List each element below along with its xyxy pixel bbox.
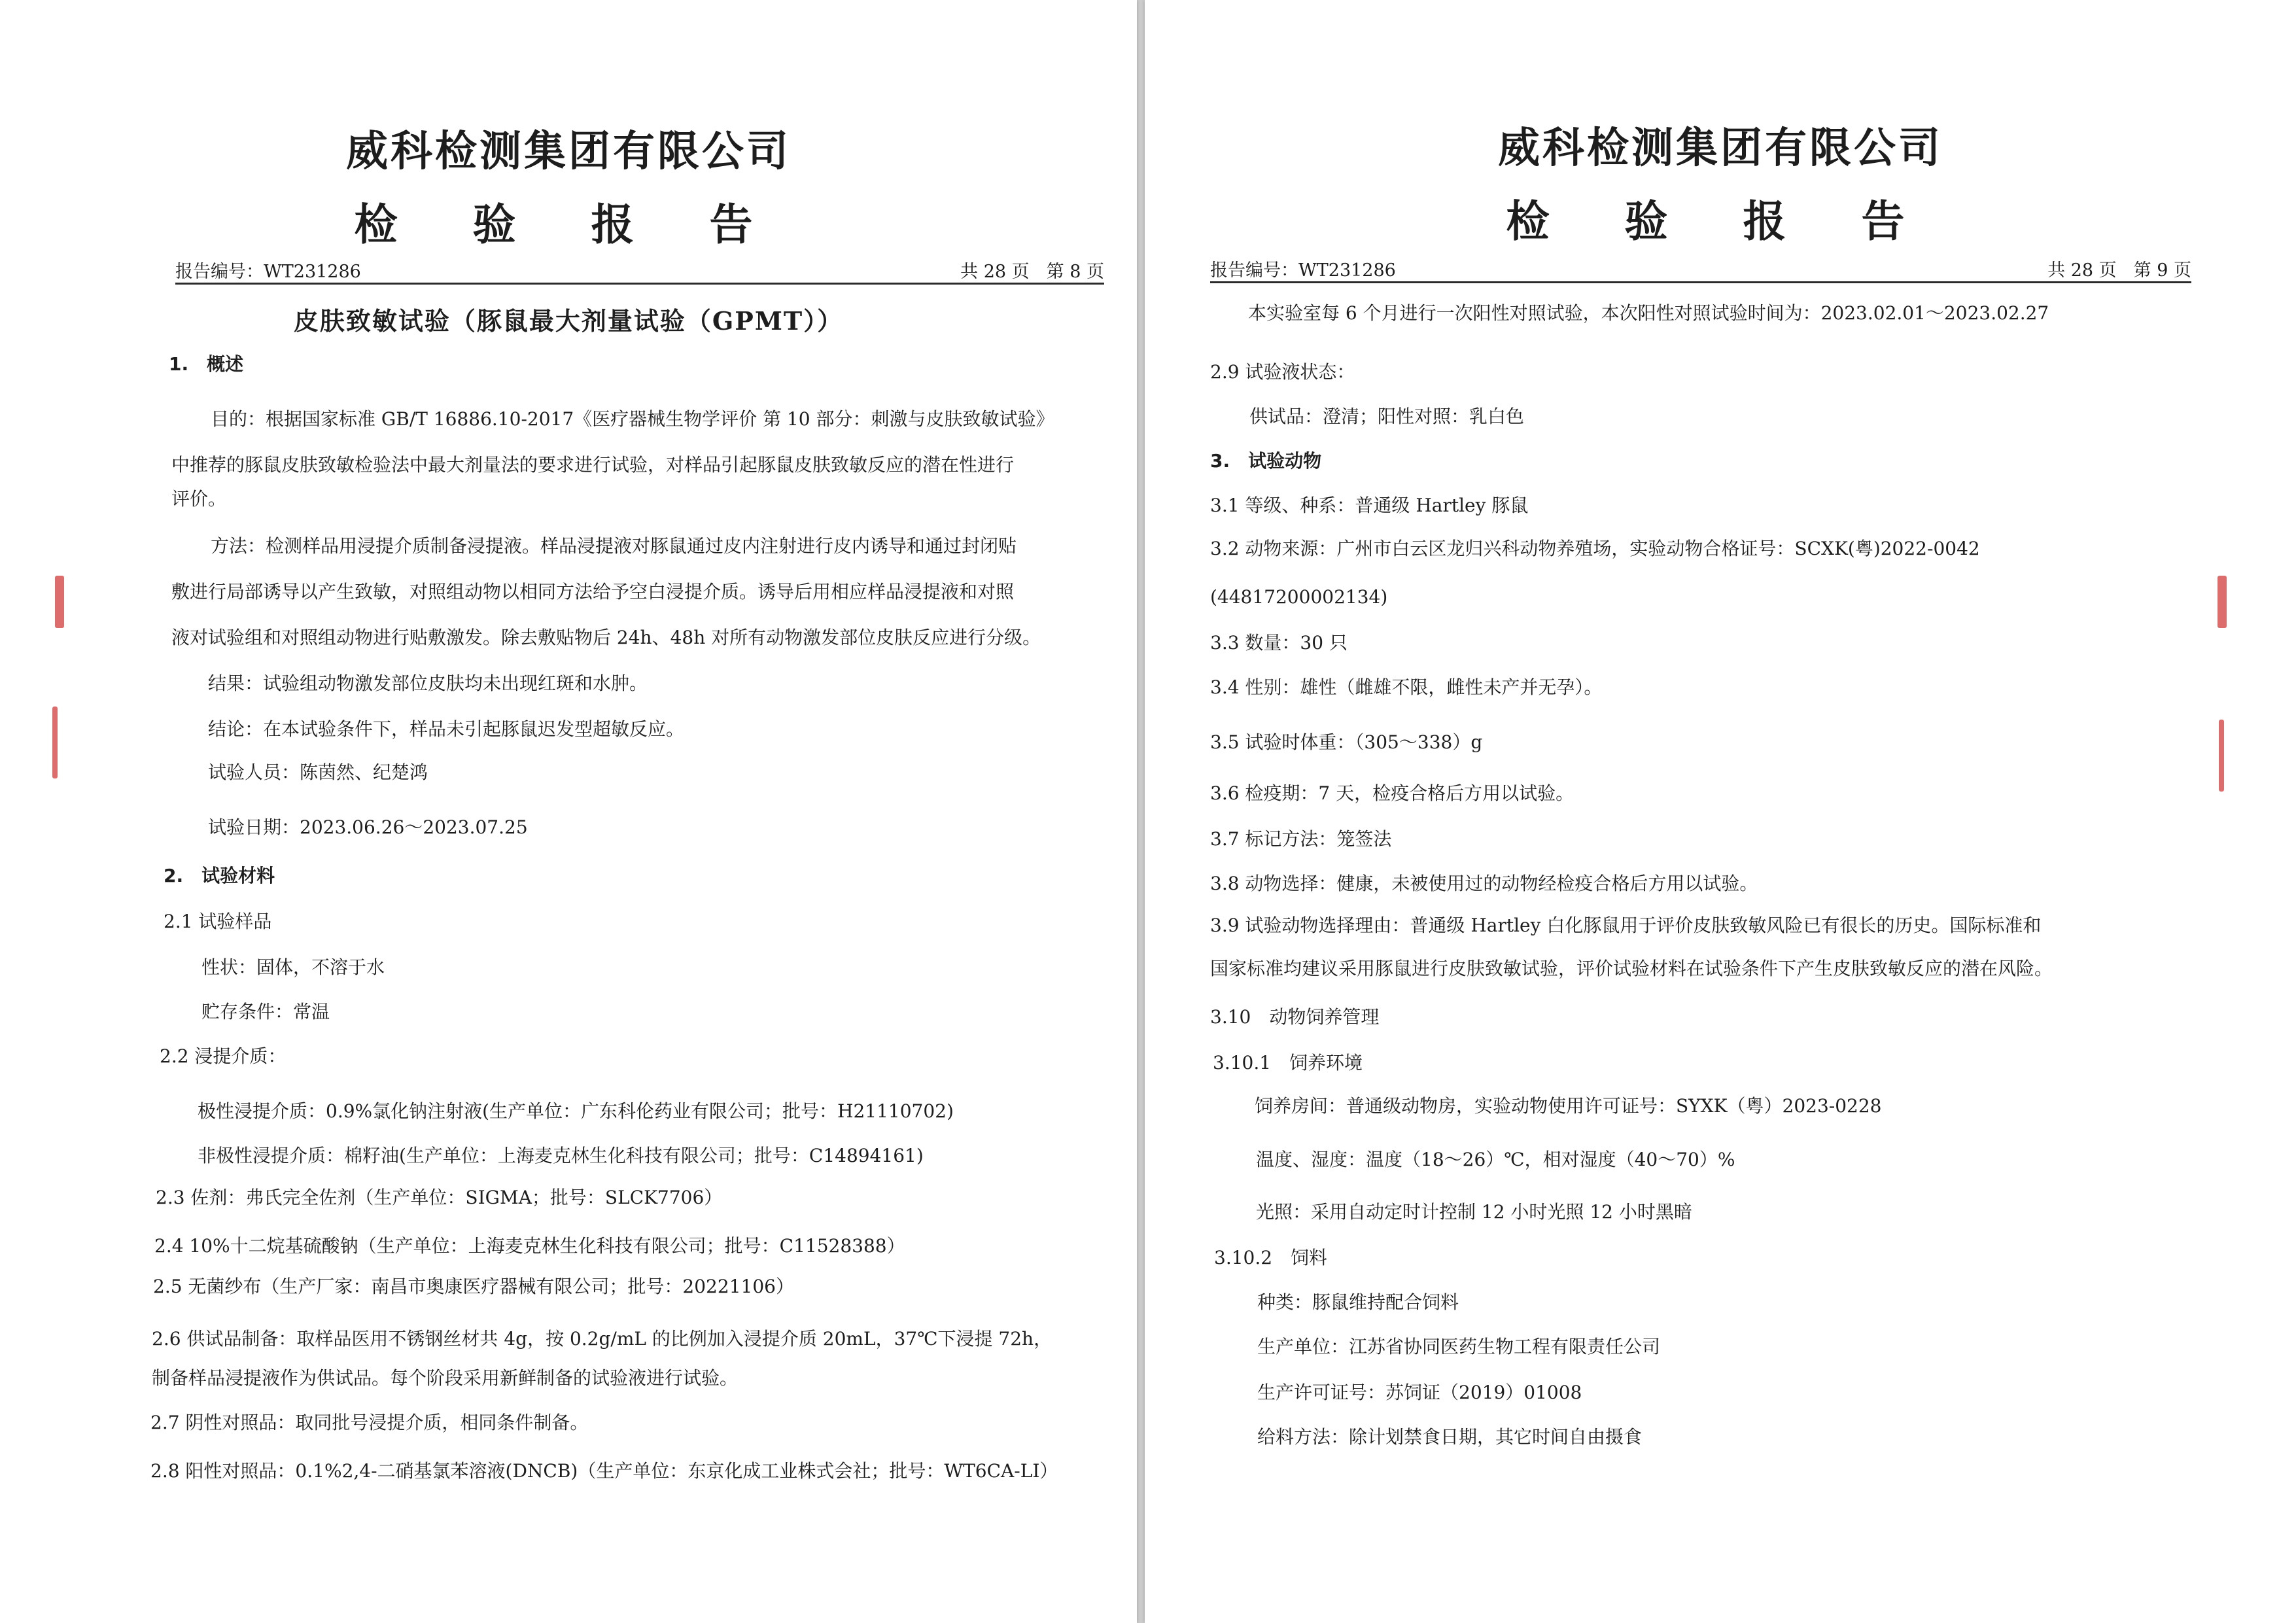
text-line: 3.5 试验时体重：（305～338）g xyxy=(1210,731,1483,753)
text-line: 贮存条件：常温 xyxy=(201,1001,330,1022)
text-line: 液对试验组和对照组动物进行贴敷激发。除去敷贴物后 24h、48h 对所有动物激发部位皮肤反应进行分级。 xyxy=(171,627,1041,648)
text-line: 2.2 浸提介质： xyxy=(160,1045,287,1067)
text-line: 结论：在本试验条件下，样品未引起豚鼠迟发型超敏反应。 xyxy=(208,718,685,740)
text-line: 敷进行局部诱导以产生致敏，对照组动物以相同方法给予空白浸提介质。诱导后用相应样品浸提液和对照 xyxy=(171,581,1015,602)
page-total: 共 28 页 xyxy=(2047,260,2117,281)
page-number: 第 8 页 xyxy=(1046,262,1104,282)
page-total: 共 28 页 xyxy=(960,262,1030,282)
text-line: 2.3 佐剂：弗氏完全佐剂（生产单位：SIGMA；批号：SLCK7706） xyxy=(156,1187,723,1208)
text-line: (44817200002134) xyxy=(1210,586,1388,608)
text-line: 给料方法：除计划禁食日期，其它时间自由摄食 xyxy=(1257,1426,1643,1448)
report-number: 报告编号：WT231286 xyxy=(175,262,361,282)
text-line: 试验人员：陈茵然、纪楚鸿 xyxy=(208,761,428,783)
text-line: 国家标准均建议采用豚鼠进行皮肤致敏试验，评价试验材料在试验条件下产生皮肤致敏反应的潜在风险。 xyxy=(1210,958,2053,979)
text-line: 3.1 等级、种系：普通级 Hartley 豚鼠 xyxy=(1210,495,1529,516)
text-line: 2.5 无菌纱布（生产厂家：南昌市奥康医疗器械有限公司；批号：20221106） xyxy=(153,1276,794,1297)
text-line: 2.6 供试品制备：取样品医用不锈钢丝材共 4g，按 0.2g/mL 的比例加入浸提介质 20mL，37℃下浸提 72h， xyxy=(152,1328,1052,1350)
report-number: 报告编号：WT231286 xyxy=(1210,260,1396,281)
text-line: 3.2 动物来源：广州市白云区龙归兴科动物养殖场，实验动物合格证号：SCXK(粤)2022-0042 xyxy=(1210,538,1980,559)
heading-overview: 1. 概述 xyxy=(169,353,244,375)
report-title: 检 验 报 告 xyxy=(1506,196,1935,247)
text-line: 3.8 动物选择：健康，未被使用过的动物经检疫合格后方用以试验。 xyxy=(1210,873,1758,894)
report-page-8 xyxy=(0,0,1137,1623)
text-line: 3.6 检疫期：7 天，检疫合格后方用以试验。 xyxy=(1210,782,1574,804)
text-line: 试验日期：2023.06.26～2023.07.25 xyxy=(208,816,528,838)
text-line: 生产许可证号：苏饲证（2019）01008 xyxy=(1257,1382,1582,1403)
heading-materials: 2. 试验材料 xyxy=(164,865,275,886)
report-header-row xyxy=(1210,253,2191,283)
seal-fragment xyxy=(52,707,58,778)
report-title: 检 验 报 告 xyxy=(354,200,783,250)
text-line: 2.4 10%十二烷基硫酸钠（生产单位：上海麦克林生化科技有限公司；批号：C11528388） xyxy=(154,1235,905,1257)
text-line: 评价。 xyxy=(171,488,227,510)
section-title: 皮肤致敏试验（豚鼠最大剂量试验（GPMT）） xyxy=(293,306,844,336)
seal-fragment xyxy=(55,576,64,628)
text-line: 极性浸提介质：0.9%氯化钠注射液(生产单位：广东科伦药业有限公司；批号：H21110702) xyxy=(198,1100,954,1122)
text-line: 结果：试验组动物激发部位皮肤均未出现红斑和水肿。 xyxy=(208,672,648,694)
heading-animals: 3. 试验动物 xyxy=(1210,450,1322,472)
seal-fragment xyxy=(2218,576,2227,628)
text-line: 3.9 试验动物选择理由：普通级 Hartley 白化豚鼠用于评价皮肤致敏风险已有很长的历史。国际标准和 xyxy=(1210,915,2042,936)
seal-fragment xyxy=(2219,720,2224,792)
text-line: 生产单位：江苏省协同医药生物工程有限责任公司 xyxy=(1257,1336,1661,1357)
text-line: 供试品：澄清；阳性对照：乳白色 xyxy=(1249,406,1525,427)
report-header-row xyxy=(175,254,1104,285)
text-line: 3.7 标记方法：笼签法 xyxy=(1210,828,1392,850)
text-line: 非极性浸提介质：棉籽油(生产单位：上海麦克林生化科技有限公司；批号：C14894161) xyxy=(198,1145,924,1166)
text-line: 3.10.2 饲料 xyxy=(1214,1247,1328,1268)
text-line: 中推荐的豚鼠皮肤致敏检验法中最大剂量法的要求进行试验，对样品引起豚鼠皮肤致敏反应的潜在性进行 xyxy=(171,454,1015,476)
text-line: 种类：豚鼠维持配合饲料 xyxy=(1257,1291,1459,1313)
text-line: 3.10 动物饲养管理 xyxy=(1210,1006,1380,1028)
text-line: 3.4 性别：雄性（雌雄不限，雌性未产并无孕）。 xyxy=(1210,676,1603,698)
text-line: 2.1 试验样品 xyxy=(164,911,272,932)
text-line: 目的：根据国家标准 GB/T 16886.10-2017《医疗器械生物学评价 第 10 部分：刺激与皮肤致敏试验》 xyxy=(211,408,1054,430)
company-name: 威科检测集团有限公司 xyxy=(346,128,791,176)
text-line: 饲养房间：普通级动物房，实验动物使用许可证号：SYXK（粤）2023-0228 xyxy=(1255,1095,1882,1117)
text-line: 3.10.1 饲养环境 xyxy=(1213,1052,1363,1073)
report-page-9 xyxy=(1145,0,2296,1623)
text-line: 制备样品浸提液作为供试品。每个阶段采用新鲜制备的试验液进行试验。 xyxy=(152,1367,739,1389)
text-line: 3.3 数量：30 只 xyxy=(1210,632,1348,654)
page-number: 第 9 页 xyxy=(2133,260,2191,281)
text-line: 方法：检测样品用浸提介质制备浸提液。样品浸提液对豚鼠通过皮内注射进行皮内诱导和通过封闭贴 xyxy=(211,535,1017,557)
text-line: 光照：采用自动定时计控制 12 小时光照 12 小时黑暗 xyxy=(1256,1201,1692,1223)
text-line: 2.8 阳性对照品：0.1%2,4-二硝基氯苯溶液(DNCB)（生产单位：东京化成工业株式会社；批号：WT6CA-LI） xyxy=(150,1460,1058,1482)
text-line: 温度、湿度：温度（18～26）℃，相对湿度（40～70）% xyxy=(1256,1149,1735,1170)
text-line: 2.7 阴性对照品：取同批号浸提介质，相同条件制备。 xyxy=(150,1412,589,1433)
text-line: 2.9 试验液状态： xyxy=(1210,361,1355,383)
company-name: 威科检测集团有限公司 xyxy=(1498,124,1943,173)
text-line: 本实验室每 6 个月进行一次阳性对照试验，本次阳性对照试验时间为：2023.02.01～2023.02.27 xyxy=(1248,302,2049,324)
text-line: 性状：固体，不溶于水 xyxy=(201,956,385,978)
